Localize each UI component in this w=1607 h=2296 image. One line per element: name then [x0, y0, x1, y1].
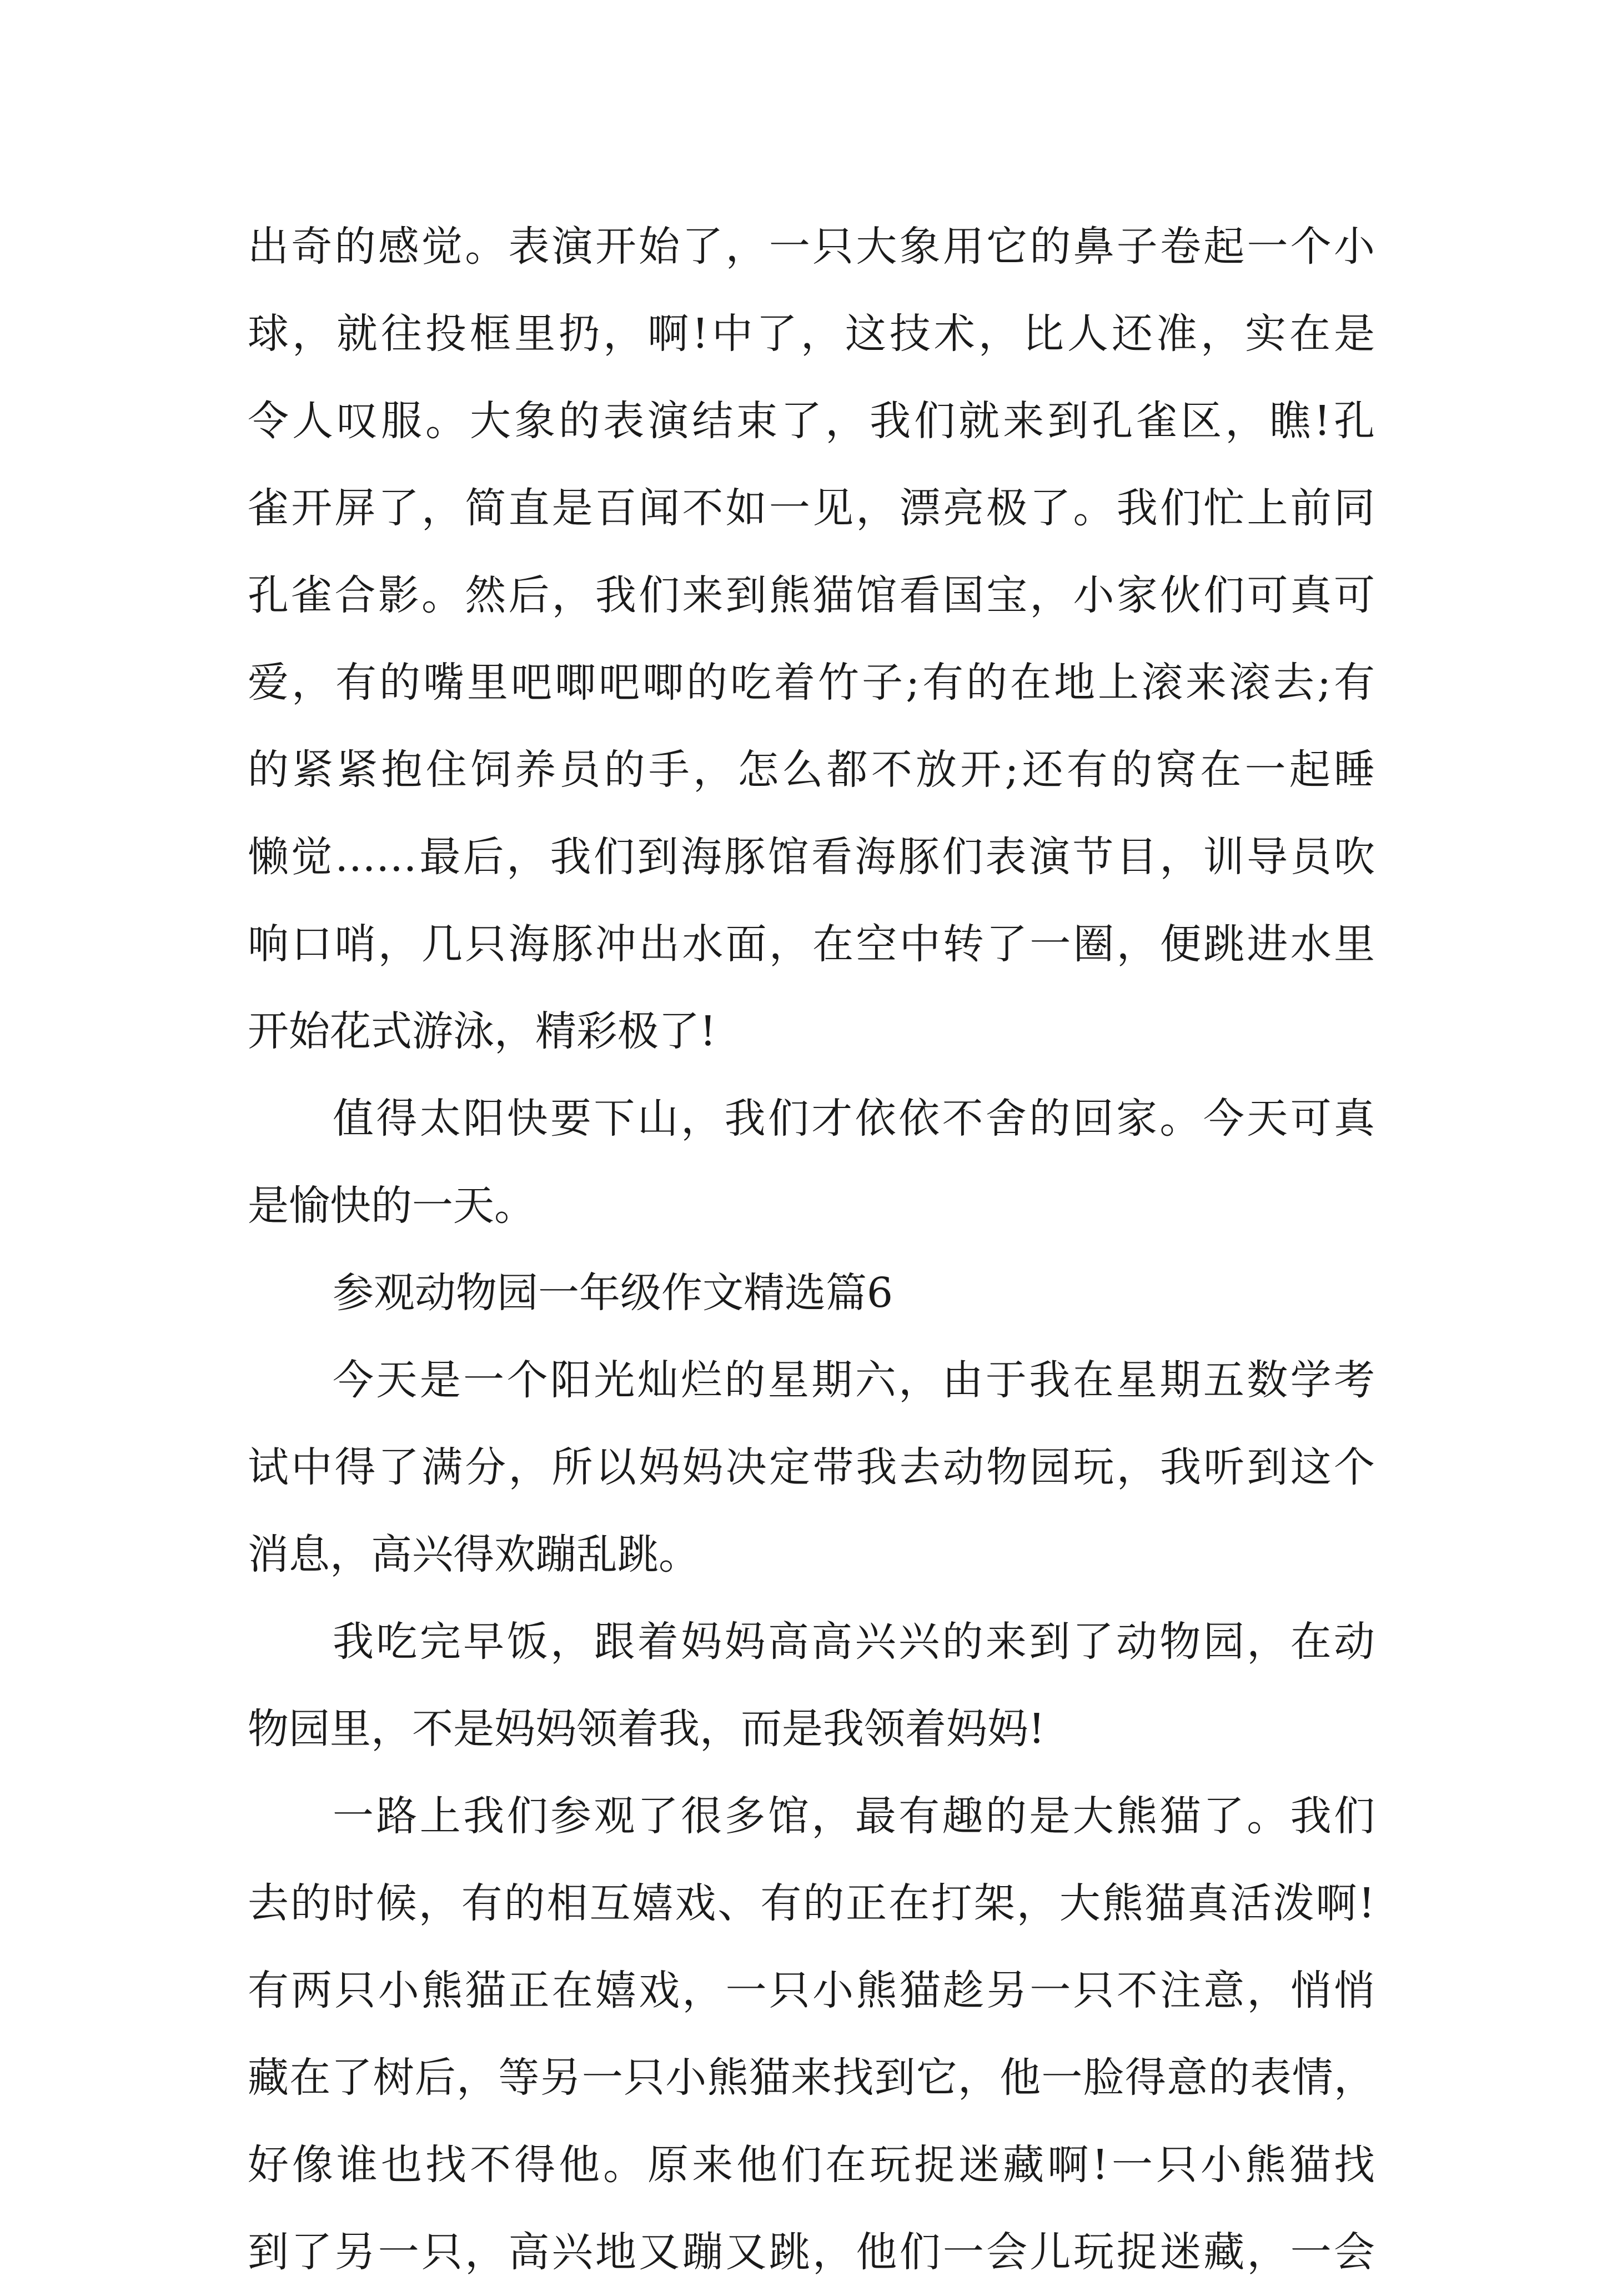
text-line: 藏在了树后，等另一只小熊猫来找到它，他一脸得意的表情，	[248, 2054, 1375, 2102]
text-line: 物园里，不是妈妈领着我，而是我领着妈妈!	[248, 1705, 1045, 1753]
section-heading: 参观动物园一年级作文精选篇6	[333, 1269, 893, 1317]
text-line: 球，就往投框里扔，啊!中了，这技术，比人还准，实在是	[248, 310, 1375, 358]
text-line: 消息，高兴得欢蹦乱跳。	[248, 1531, 700, 1578]
text-line: 孔雀合影。然后，我们来到熊猫馆看国宝，小家伙们可真可	[248, 572, 1375, 619]
text-line: 爱，有的嘴里吧唧吧唧的吃着竹子;有的在地上滚来滚去;有	[248, 659, 1375, 706]
text-line: 响口哨，几只海豚冲出水面，在空中转了一圈，便跳进水里	[248, 920, 1375, 968]
text-line: 令人叹服。大象的表演结束了，我们就来到孔雀区，瞧!孔	[248, 397, 1375, 445]
text-line: 是愉快的一天。	[248, 1182, 535, 1230]
text-line: 出奇的感觉。表演开始了，一只大象用它的鼻子卷起一个小	[248, 223, 1375, 270]
text-line: 开始花式游泳，精彩极了!	[248, 1007, 716, 1055]
text-line: 好像谁也找不得他。原来他们在玩捉迷藏啊!一只小熊猫找	[248, 2141, 1375, 2189]
text-line: 试中得了满分，所以妈妈决定带我去动物园玩，我听到这个	[248, 1443, 1375, 1491]
paragraph-first-line: 值得太阳快要下山，我们才依依不舍的回家。今天可真	[333, 1095, 1375, 1142]
paragraph-first-line: 我吃完早饭，跟着妈妈高高兴兴的来到了动物园，在动	[333, 1618, 1375, 1666]
paragraph-first-line: 今天是一个阳光灿烂的星期六，由于我在星期五数学考	[333, 1356, 1375, 1404]
text-line: 有两只小熊猫正在嬉戏，一只小熊猫趁另一只不注意，悄悄	[248, 1967, 1375, 2014]
text-line: 的紧紧抱住饲养员的手，怎么都不放开;还有的窝在一起睡	[248, 746, 1375, 794]
paragraph-first-line: 一路上我们参观了很多馆，最有趣的是大熊猫了。我们	[333, 1792, 1375, 1840]
essay-text-column	[248, 203, 1375, 2296]
text-line: 懒觉……最后，我们到海豚馆看海豚们表演节目，训导员吹	[248, 833, 1375, 881]
text-line: 雀开屏了，简直是百闻不如一见，漂亮极了。我们忙上前同	[248, 484, 1375, 532]
text-line: 去的时候，有的相互嬉戏、有的正在打架，大熊猫真活泼啊!	[248, 1879, 1375, 1927]
text-line: 到了另一只，高兴地又蹦又跳，他们一会儿玩捉迷藏，一会	[248, 2228, 1375, 2276]
